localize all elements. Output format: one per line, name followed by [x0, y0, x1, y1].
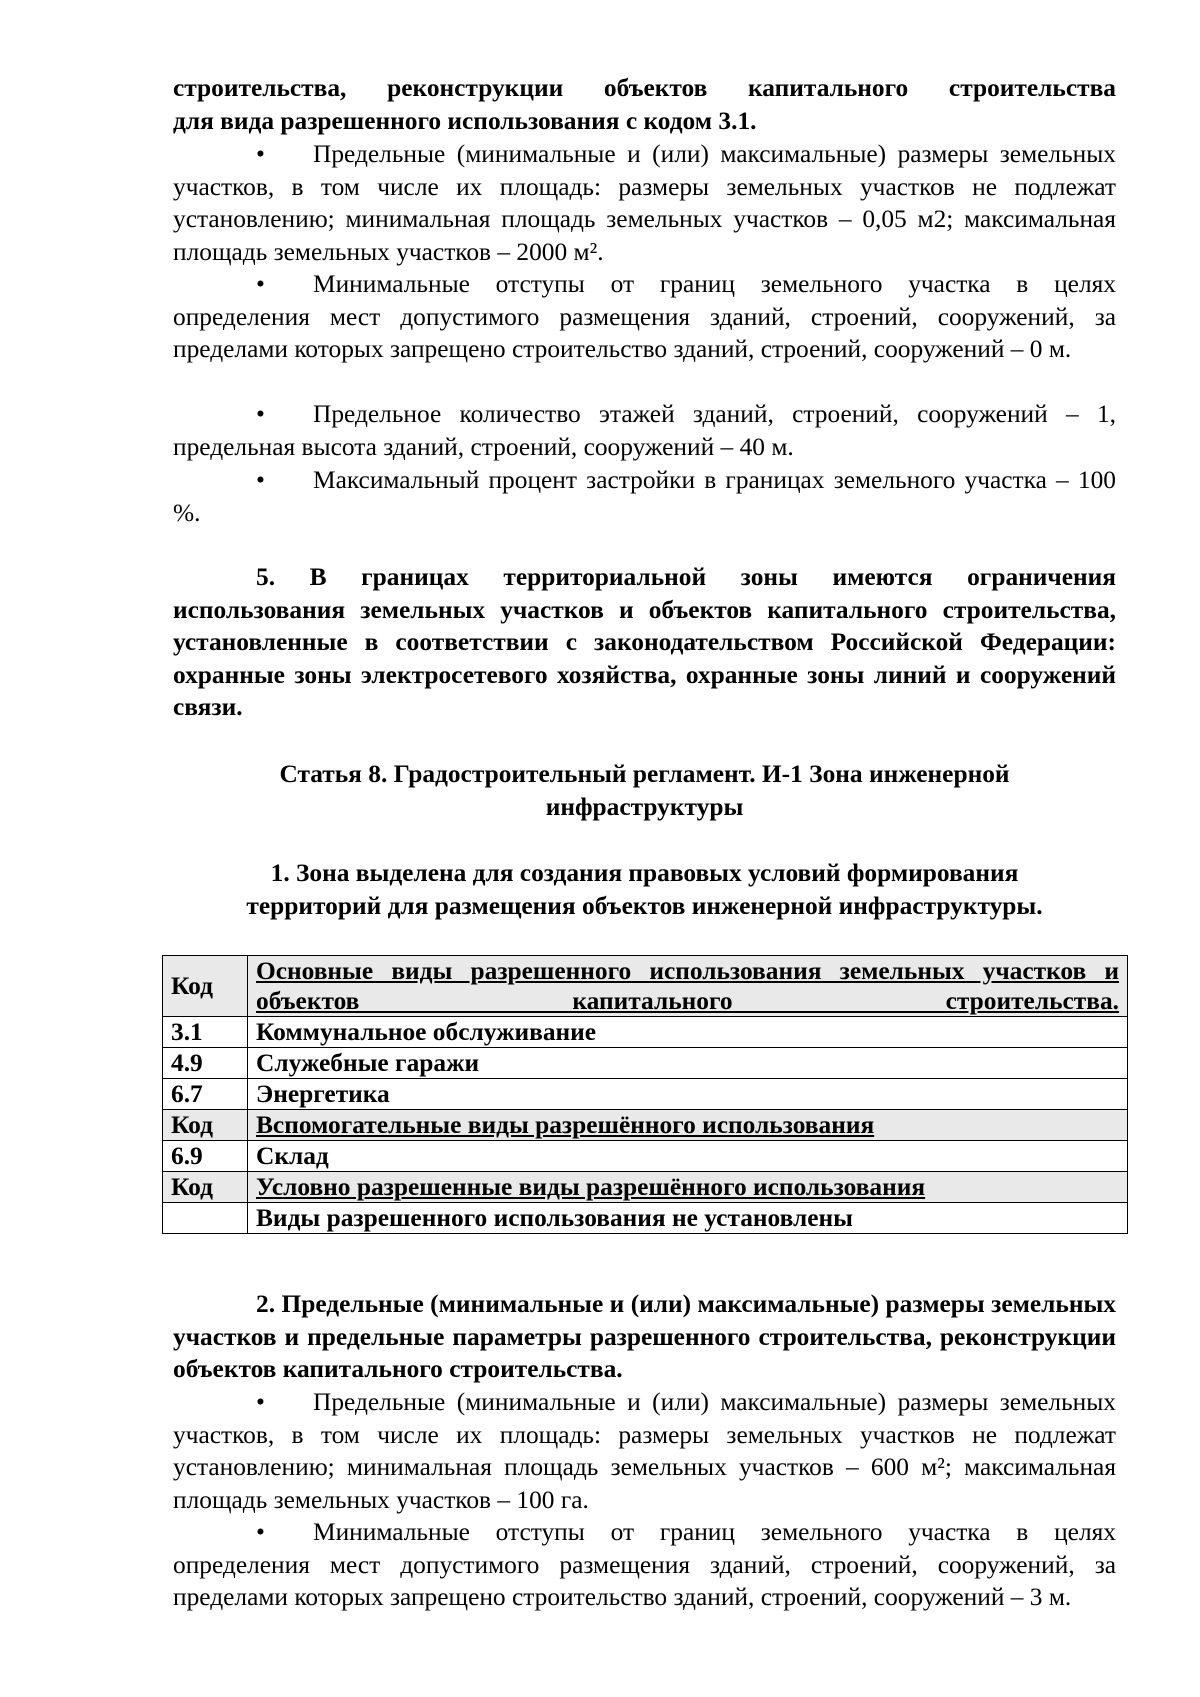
- intro-line-1: строительства, реконструкции объектов капитального строительства: [173, 74, 1116, 102]
- table-cell-code: Код: [163, 1172, 248, 1203]
- table-cell-desc: Склад: [248, 1141, 1128, 1172]
- bullet-char: •: [256, 1388, 265, 1416]
- section-2-limits: 2. Предельные (минимальные и (или) максимальные) размеры земельных участков и предельные параметры разрешенного строительства, реконструкции объектов капитального строительства.: [173, 1290, 1116, 1384]
- table-row: [163, 1203, 1128, 1234]
- table-cell-desc-text: Условно разрешенные виды разрешённого использования: [256, 1173, 926, 1201]
- bullet-char: •: [256, 400, 265, 428]
- bullet-text: Минимальные отступы от границ земельного участка в целях определения мест допустимого размещения зданий, строений, сооружений, за пределами которых запрещено строительство зданий, строений, сооружений – 0 м.: [173, 270, 1116, 364]
- article-title-line-1: Статья 8. Градостроительный регламент. И-1 Зона инженерной: [279, 760, 1010, 788]
- table-row: [163, 1048, 1128, 1079]
- bullet-text: Предельное количество этажей зданий, строений, сооружений – 1, предельная высота зданий, строений, сооружений – 40 м.: [173, 400, 1116, 461]
- table-row: [163, 1017, 1128, 1048]
- intro-line-2: для вида разрешенного использования с кодом 3.1.: [173, 107, 757, 135]
- table-row: [163, 1172, 1128, 1203]
- bullet-char: •: [256, 140, 265, 168]
- bullet-text: Минимальные отступы от границ земельного участка в целях определения мест допустимого размещения зданий, строений, сооружений, за пределами которых запрещено строительство зданий, строений, сооружений – 3 м.: [173, 1518, 1116, 1612]
- usage-types-table: [162, 955, 1128, 1234]
- table-cell-desc: Коммунальное обслуживание: [248, 1017, 1128, 1048]
- table-row: [163, 1141, 1128, 1172]
- table-row: [163, 956, 1128, 1017]
- table-cell-code: 6.7: [163, 1079, 248, 1110]
- bullet-plot-sizes: [173, 138, 1116, 268]
- table-cell-desc: [248, 1172, 1128, 1203]
- section-5-restrictions: 5. В границах территориальной зоны имеются ограничения использования земельных участков и объектов капитального строительства, установленные в соответствии с законодательством Российской Федерации: охранные зоны электросетевого хозяйства, охранные зоны линий и сооружений связи.: [173, 563, 1116, 722]
- table-row: [163, 1079, 1128, 1110]
- table-cell-desc: Служебные гаражи: [248, 1048, 1128, 1079]
- bullet-setbacks: [173, 268, 1116, 366]
- table-cell-desc-text: Вспомогательные виды разрешённого использования: [256, 1111, 875, 1139]
- table-cell-desc: [248, 956, 1128, 1017]
- bullet-floors: [173, 398, 1116, 463]
- bullet-text: Предельные (минимальные и (или) максимальные) размеры земельных участков, в том числе их площадь: размеры земельных участков не подлежат установлению; минимальная площадь земельных участков – 600 м²; максимальная площадь земельных участков – 100 га.: [173, 1388, 1116, 1514]
- table-cell-desc: [248, 1110, 1128, 1141]
- table-cell-code: Код: [163, 1110, 248, 1141]
- bullet-setbacks-2: [173, 1516, 1116, 1614]
- table-cell-code: Код: [163, 956, 248, 1017]
- table-row: [163, 1110, 1128, 1141]
- article-title-line-2: инфраструктуры: [545, 793, 744, 821]
- table-cell-code: 6.9: [163, 1141, 248, 1172]
- bullet-coverage: [173, 464, 1116, 529]
- table-cell-desc-text: Основные виды разрешенного использования земельных участков и объектов капитального строительства.: [256, 957, 1119, 1015]
- bullet-char: •: [256, 270, 265, 298]
- bullet-char: •: [256, 466, 265, 494]
- bullet-char: •: [256, 1518, 265, 1546]
- table-cell-desc: Энергетика: [248, 1079, 1128, 1110]
- zone-description-line-1: 1. Зона выделена для создания правовых условий формирования: [270, 859, 1019, 887]
- bullet-text: Предельные (минимальные и (или) максимальные) размеры земельных участков, в том числе их площадь: размеры земельных участков не подлежат установлению; минимальная площадь земельных участков – 0,05 м2; максимальная площадь земельных участков – 2000 м².: [173, 140, 1116, 266]
- table-cell-code: 4.9: [163, 1048, 248, 1079]
- table-cell-desc: Виды разрешенного использования не установлены: [248, 1203, 1128, 1234]
- table-cell-code: 3.1: [163, 1017, 248, 1048]
- bullet-text: Максимальный процент застройки в границах земельного участка – 100 %.: [173, 466, 1116, 527]
- bullet-plot-sizes-2: [173, 1386, 1116, 1516]
- zone-description-line-2: территорий для размещения объектов инженерной инфраструктуры.: [246, 892, 1043, 920]
- table-cell-code: [163, 1203, 248, 1234]
